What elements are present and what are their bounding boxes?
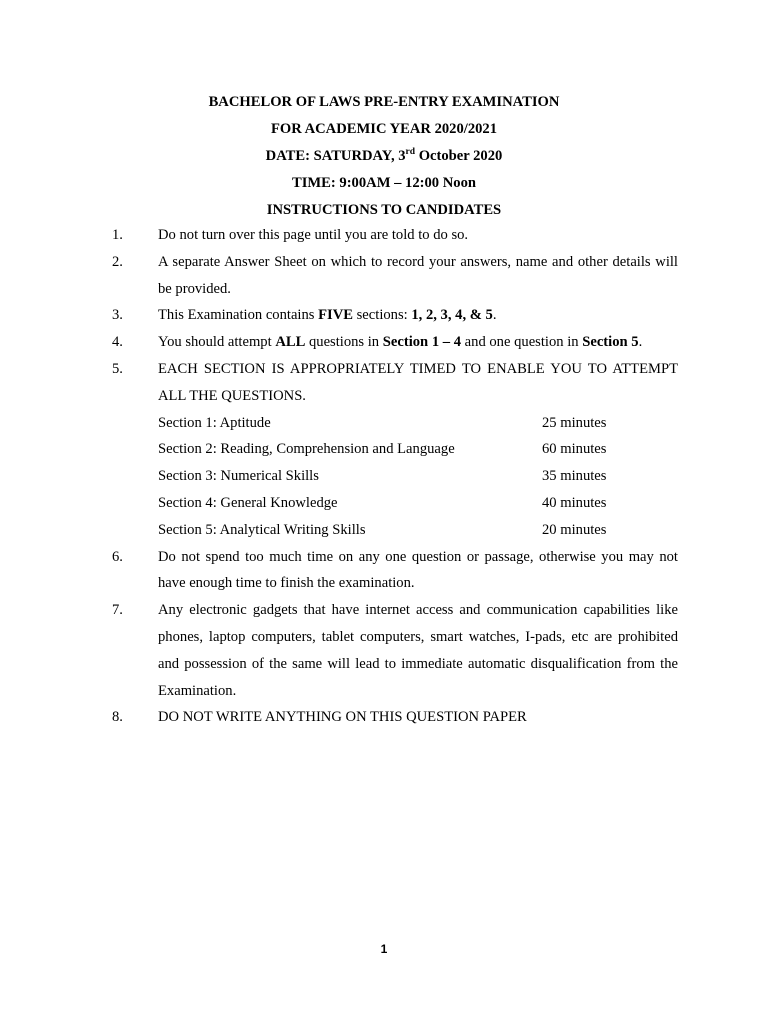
instruction-item-6-continued xyxy=(0,570,768,597)
section-row xyxy=(0,463,768,490)
text-run: sections: xyxy=(352,307,412,324)
instruction-text xyxy=(158,329,678,356)
bold-text: Section 5 xyxy=(582,334,639,351)
instruction-item-7-continued xyxy=(0,651,768,678)
section-name: Section 3: Numerical Skills xyxy=(158,468,319,485)
section-name: Section 2: Reading, Comprehension and Language xyxy=(158,441,455,458)
page-number: 1 xyxy=(380,942,388,956)
instruction-number: 3. xyxy=(112,307,123,324)
text-run: . xyxy=(638,334,643,351)
date-rest: October 2020 xyxy=(415,148,503,164)
section-name: Section 1: Aptitude xyxy=(158,414,271,431)
instruction-number: 1. xyxy=(112,227,123,243)
date-ordinal-suffix: rd xyxy=(405,147,416,157)
instruction-item-7-continued xyxy=(0,678,768,705)
academic-year: FOR ACADEMIC YEAR 2020/2021 xyxy=(270,121,498,137)
instruction-text-line: phones, laptop computers, tablet computers, smart watches, I-pads, etc are prohibited xyxy=(158,628,678,645)
instruction-item-1 xyxy=(0,222,768,249)
instruction-text-line: Do not spend too much time on any one question or passage, otherwise you may not xyxy=(158,548,678,565)
bold-text: ALL xyxy=(275,334,306,351)
section-row xyxy=(0,490,768,517)
section-name: Section 5: Analytical Writing Skills xyxy=(158,521,366,538)
exam-date xyxy=(0,145,768,172)
instruction-item-8 xyxy=(0,704,768,731)
section-time: 25 minutes xyxy=(542,414,607,431)
instruction-item-3 xyxy=(0,302,768,329)
section-time: 35 minutes xyxy=(542,468,607,485)
text-run: You should attempt xyxy=(158,334,276,351)
bold-text: FIVE xyxy=(318,307,353,324)
date-prefix: DATE: SATURDAY, 3 xyxy=(265,148,406,164)
bold-text: Section 1 – 4 xyxy=(382,334,462,351)
instruction-item-5 xyxy=(0,356,768,383)
bold-text: 1, 2, 3, 4, & 5 xyxy=(411,307,493,324)
instruction-item-4 xyxy=(0,329,768,356)
text-run: questions in xyxy=(305,334,383,351)
instruction-item-2-continued xyxy=(0,276,768,303)
instructions-heading: INSTRUCTIONS TO CANDIDATES xyxy=(266,202,502,218)
instruction-item-7 xyxy=(0,597,768,624)
instruction-text-line: be provided. xyxy=(158,280,231,297)
section-row xyxy=(0,410,768,437)
section-row xyxy=(0,517,768,544)
instruction-number: 6. xyxy=(112,548,123,565)
instruction-text-line: and possession of the same will lead to immediate automatic disqualification from the xyxy=(158,655,678,672)
instruction-number: 5. xyxy=(112,360,123,377)
instruction-text-line: EACH SECTION IS APPROPRIATELY TIMED TO ENABLE YOU TO ATTEMPT xyxy=(158,360,678,377)
section-row xyxy=(0,436,768,463)
section-time: 40 minutes xyxy=(542,494,607,511)
instruction-item-5-continued xyxy=(0,383,768,410)
instruction-number: 8. xyxy=(112,709,123,726)
instruction-item-6 xyxy=(0,544,768,571)
text-run: and one question in xyxy=(461,334,583,351)
instruction-number: 7. xyxy=(112,602,123,619)
instruction-text-line: have enough time to finish the examination. xyxy=(158,575,415,592)
section-name: Section 4: General Knowledge xyxy=(158,494,338,511)
section-time: 20 minutes xyxy=(542,521,607,538)
instruction-text: DO NOT WRITE ANYTHING ON THIS QUESTION PAPER xyxy=(158,709,527,726)
instruction-text-line: Any electronic gadgets that have internet access and communication capabilities like xyxy=(158,602,678,619)
instruction-text xyxy=(158,302,678,329)
instruction-number: 2. xyxy=(112,253,123,270)
instruction-text-line: ALL THE QUESTIONS. xyxy=(158,387,306,404)
instruction-text-line: Examination. xyxy=(158,682,237,699)
section-time: 60 minutes xyxy=(542,441,607,458)
instruction-text: Do not turn over this page until you are told to do so. xyxy=(158,227,469,243)
instructions-list xyxy=(0,222,768,731)
exam-title: BACHELOR OF LAWS PRE-ENTRY EXAMINATION xyxy=(208,94,560,110)
text-run: This Examination contains xyxy=(158,307,319,324)
instruction-text-line: A separate Answer Sheet on which to record your answers, name and other details will xyxy=(158,253,678,270)
instruction-item-2 xyxy=(0,249,768,276)
instruction-item-7-continued xyxy=(0,624,768,651)
text-run: . xyxy=(492,307,497,324)
exam-header xyxy=(0,91,768,226)
exam-time: TIME: 9:00AM – 12:00 Noon xyxy=(291,175,477,191)
instruction-number: 4. xyxy=(112,334,123,351)
